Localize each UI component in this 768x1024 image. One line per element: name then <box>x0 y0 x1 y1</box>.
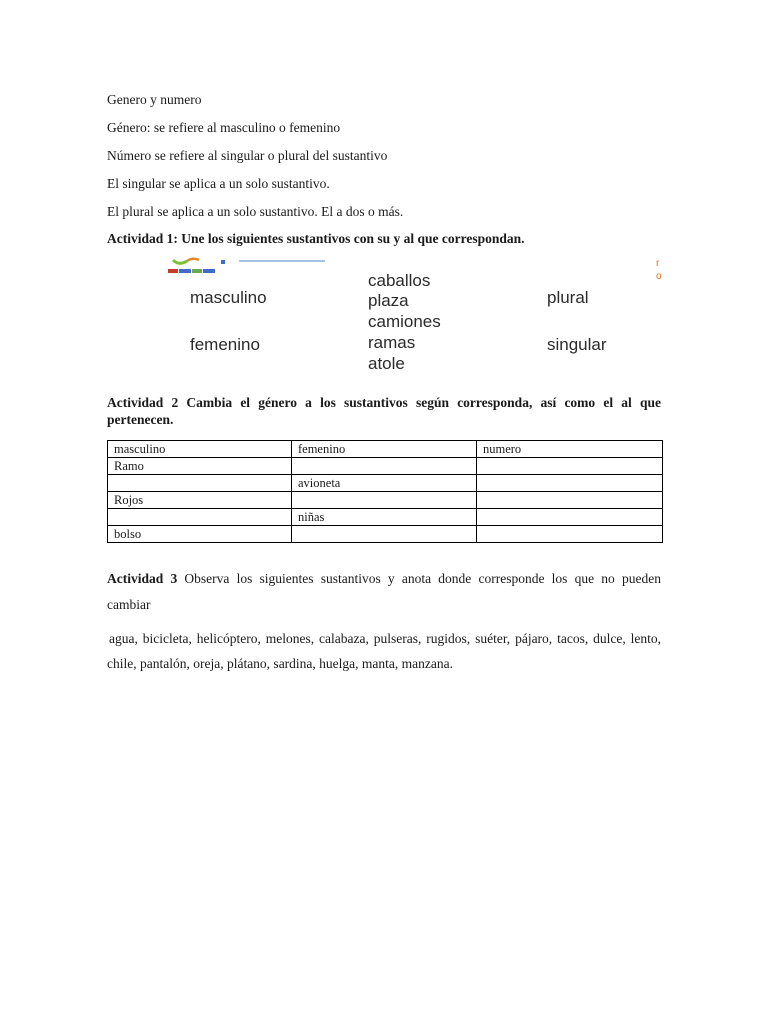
actividad3-words-line1: agua, bicicleta, helicóptero, melones, calabaza, pulseras, rugidos, suéter, pájaro, tacos, dulce, lento, <box>109 631 661 646</box>
table-cell[interactable] <box>108 475 292 492</box>
table-cell[interactable] <box>292 492 477 509</box>
table-cell[interactable]: Ramo <box>108 458 292 475</box>
header-femenino: femenino <box>292 441 477 458</box>
table-cell[interactable] <box>477 492 663 509</box>
table-cell[interactable] <box>108 509 292 526</box>
genero-definition: Género: se refiere al masculino o femenino <box>107 120 341 135</box>
table-cell[interactable] <box>477 509 663 526</box>
actividad1-matching-figure <box>165 254 670 378</box>
corner-mark-r: r <box>656 258 660 269</box>
numero-definition: Número se refiere al singular o plural del sustantivo <box>107 148 388 163</box>
word-atole: atole <box>368 354 405 373</box>
actividad3-label: Actividad 3 <box>107 571 178 586</box>
table-header-row <box>108 441 663 458</box>
singular-definition: El singular se aplica a un solo sustantivo. <box>107 176 330 191</box>
table-row <box>108 458 663 475</box>
word-singular: singular <box>547 335 607 354</box>
table-cell[interactable] <box>477 475 663 492</box>
actividad1-heading: Actividad 1: Une los siguientes sustantivos con su y al que correspondan. <box>107 231 525 246</box>
corner-mark-o: o <box>656 271 662 282</box>
word-plural: plural <box>547 288 589 307</box>
word-ramas: ramas <box>368 333 416 352</box>
table-cell[interactable]: Rojos <box>108 492 292 509</box>
table-cell[interactable]: avioneta <box>292 475 477 492</box>
intro-title: Genero y numero <box>107 92 202 107</box>
actividad3-instruction-line2: cambiar <box>107 597 151 612</box>
word-femenino: femenino <box>190 335 260 354</box>
word-plaza: plaza <box>368 291 409 310</box>
table-row <box>108 509 663 526</box>
table-row <box>108 526 663 543</box>
table-cell[interactable] <box>477 458 663 475</box>
gender-number-table <box>107 440 663 543</box>
actividad3-instruction: Observa los siguientes sustantivos y anota donde corresponde los que no pueden <box>184 571 661 586</box>
header-numero: numero <box>477 441 663 458</box>
header-masculino: masculino <box>108 441 292 458</box>
table-cell[interactable] <box>292 526 477 543</box>
table-cell[interactable]: niñas <box>292 509 477 526</box>
table-cell[interactable]: bolso <box>108 526 292 543</box>
word-masculino: masculino <box>190 288 267 307</box>
word-camiones: camiones <box>368 312 441 331</box>
table-cell[interactable] <box>477 526 663 543</box>
actividad2-heading-line1: Actividad 2 Cambia el género a los sustantivos según corresponda, así como el al que <box>107 395 661 410</box>
word-caballos: caballos <box>368 271 431 290</box>
table-row <box>108 492 663 509</box>
table-row <box>108 475 663 492</box>
actividad3-instruction-line1 <box>107 571 661 587</box>
table-cell[interactable] <box>292 458 477 475</box>
actividad2-heading-line2: pertenecen. <box>107 412 174 427</box>
plural-definition: El plural se aplica a un solo sustantivo. El a dos o más. <box>107 204 404 219</box>
toolbar-fragment-icon <box>165 254 335 278</box>
actividad3-words-line2: chile, pantalón, oreja, plátano, sardina, huelga, manta, manzana. <box>107 656 453 671</box>
